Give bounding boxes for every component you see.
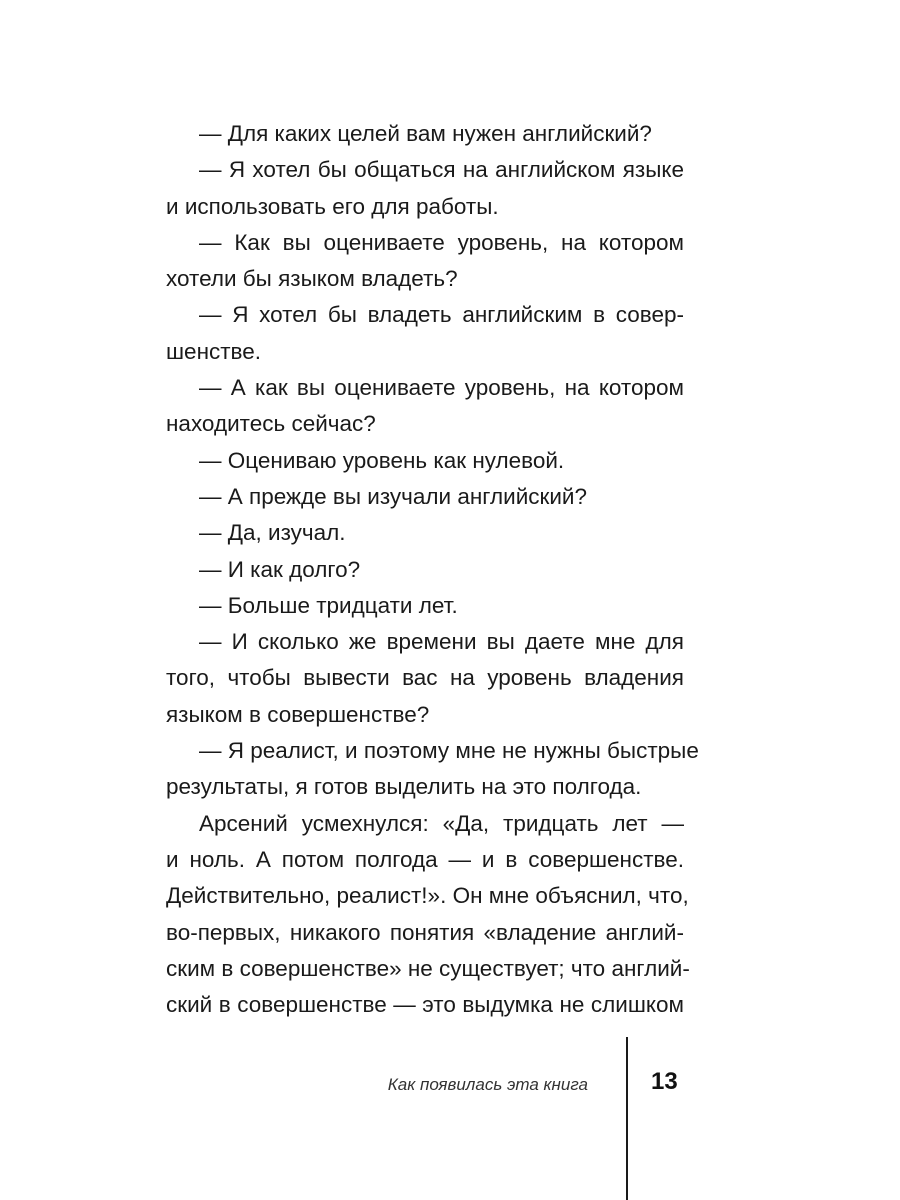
text-line: — И как долго? (199, 556, 361, 582)
text-line: — Я реалист, и поэтому мне не нужны быстрые (199, 738, 699, 764)
text-line: ский в совершенстве — это выдумка не слишком (166, 992, 684, 1018)
text-line: хотели бы языком владеть? (166, 266, 458, 292)
text-line: во-первых, никакого понятия «владение англий- (166, 919, 684, 945)
text-line: — Как вы оцениваете уровень, на котором (199, 229, 684, 255)
text-line: ским в совершенстве» не существует; что англий- (166, 955, 690, 981)
text-line: шенстве. (166, 338, 262, 364)
text-line: и ноль. А потом полгода — и в совершенстве. (166, 846, 684, 872)
text-line: — Для каких целей вам нужен английский? (199, 121, 652, 146)
text-line: находитесь сейчас? (166, 411, 376, 437)
text-line: и использовать его для работы. (166, 193, 499, 219)
text-line: языком в совершенстве? (166, 701, 430, 727)
text-line: — Я хотел бы владеть английским в совер- (199, 302, 684, 328)
text-line: — А как вы оцениваете уровень, на котором (199, 375, 684, 401)
text-line: результаты, я готов выделить на это полгода. (166, 774, 642, 800)
page-body-text (166, 116, 699, 1023)
footer-divider (626, 1037, 628, 1200)
page-number: 13 (651, 1068, 678, 1095)
text-line: — А прежде вы изучали английский? (199, 483, 588, 509)
text-line: — Оцениваю уровень как нулевой. (199, 447, 565, 473)
text-line: — Я хотел бы общаться на английском языке (199, 157, 684, 183)
text-line: того, чтобы вывести вас на уровень владения (166, 665, 684, 691)
text-line: Действительно, реалист!». Он мне объяснил, что, (166, 883, 689, 909)
text-line: — Да, изучал. (199, 520, 346, 546)
text-line: Арсений усмехнулся: «Да, тридцать лет — (199, 810, 684, 836)
text-line: — Больше тридцати лет. (199, 592, 458, 618)
text-line: — И сколько же времени вы даете мне для (199, 629, 684, 655)
running-footer-title: Как появилась эта книга (387, 1075, 588, 1094)
